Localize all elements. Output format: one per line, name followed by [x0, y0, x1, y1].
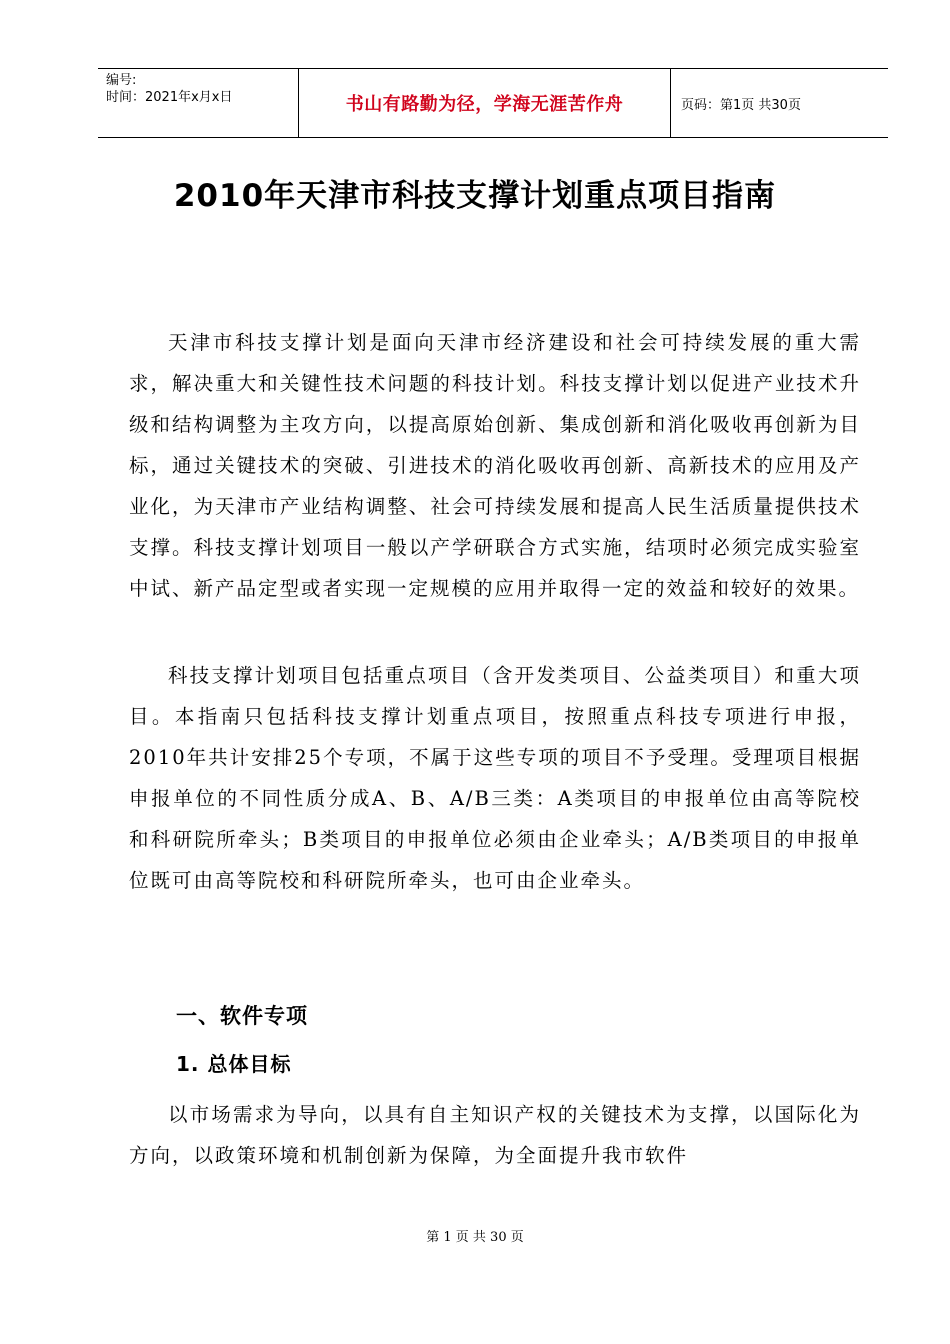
section-heading: 一、软件专项: [176, 1004, 308, 1028]
page-footer: 第 1 页 共 30 页: [426, 1230, 524, 1245]
body-paragraph-scope: [129, 655, 861, 901]
document-time-label: 时间：2021年x月x日: [106, 90, 233, 105]
paragraph-text: 以市场需求为导向，以具有自主知识产权的关键技术为支撑，以国际化为方向，以政策环境和机制创新为保障，为全面提升我市软件: [129, 1103, 861, 1167]
header-meta: [98, 69, 299, 137]
header-page-info: 页码：第1页 共30页: [681, 97, 801, 113]
document-number-label: 编号:: [106, 73, 137, 88]
page-header: [98, 68, 888, 138]
header-motto: 书山有路勤为径，学海无涯苦作舟: [299, 69, 671, 137]
sub-heading: 1. 总体目标: [176, 1052, 292, 1076]
body-paragraph-intro: [129, 322, 861, 609]
paragraph-text: 天津市科技支撑计划是面向天津市经济建设和社会可持续发展的重大需求，解决重大和关键性技术问题的科技计划。科技支撑计划以促进产业技术升级和结构调整为主攻方向，以提高原始创新、集成创新和消化吸收再创新为目标，通过关键技术的突破、引进技术的消化吸收再创新、高新技术的应用及产业化，为天津市产业结构调整、社会可持续发展和提高人民生活质量提供技术支撑。科技支撑计划项目一般以产学研联合方式实施，结项时必须完成实验室中试、新产品定型或者实现一定规模的应用并取得一定的效益和较好的效果。: [129, 331, 861, 600]
document-title: 2010年天津市科技支撑计划重点项目指南: [173, 178, 777, 214]
paragraph-text: 科技支撑计划项目包括重点项目（含开发类项目、公益类项目）和重大项目。本指南只包括科技支撑计划重点项目，按照重点科技专项进行申报，2010年共计安排25个专项，不属于这些专项的项目不予受理。受理项目根据申报单位的不同性质分成A、B、A/B三类：A类项目的申报单位由高等院校和科研院所牵头；B类项目的申报单位必须由企业牵头；A/B类项目的申报单位既可由高等院校和科研院所牵头，也可由企业牵头。: [129, 664, 861, 892]
body-paragraph-goal: [129, 1094, 861, 1176]
